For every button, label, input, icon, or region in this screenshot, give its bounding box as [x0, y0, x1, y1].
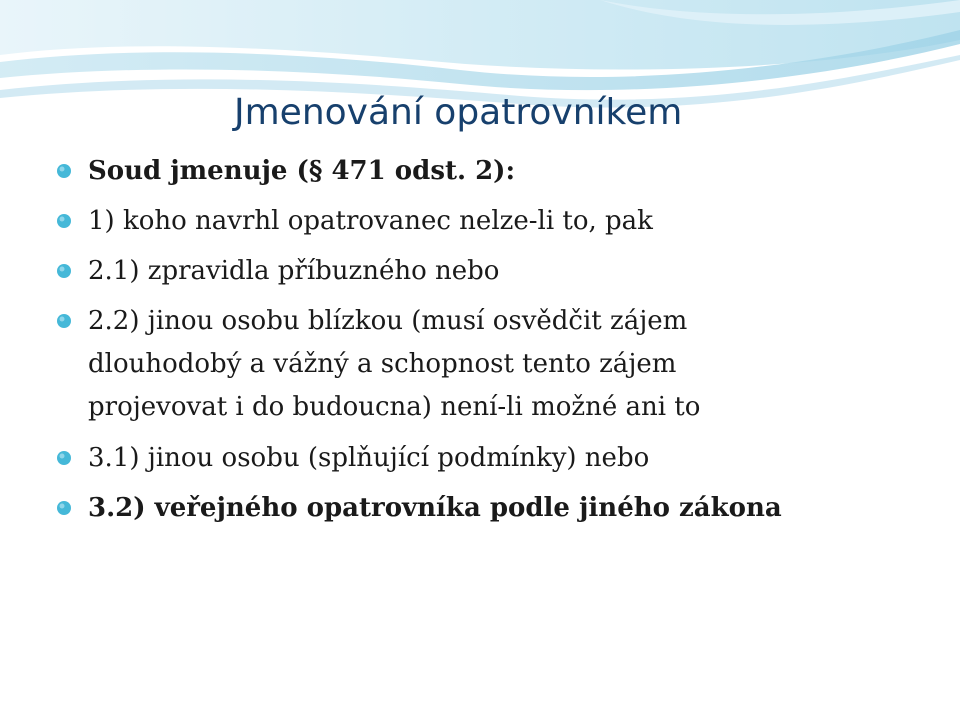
bullet-list [88, 150, 868, 537]
bullet-item [88, 200, 868, 242]
slide-title: Jmenování opatrovníkem [234, 92, 683, 133]
bullet-dot-icon [56, 450, 72, 466]
bullet-dot-icon [56, 163, 72, 179]
bullet-dot-icon [56, 500, 72, 516]
bullet-text: 1) koho navrhl opatrovanec nelze-li to, pak [88, 206, 653, 236]
bullet-text-line: dlouhodobý a vážný a schopnost tento zájem [88, 349, 677, 379]
bullet-item [88, 437, 868, 479]
bullet-dot-icon [56, 263, 72, 279]
bullet-item [88, 487, 868, 529]
bullet-item [88, 150, 868, 192]
bullet-text-line: 2.2) jinou osobu blízkou (musí osvědčit zájem [88, 306, 688, 336]
bullet-dot-icon [56, 313, 72, 329]
bullet-item [88, 300, 868, 429]
bullet-text: 2.1) zpravidla příbuzného nebo [88, 256, 500, 286]
bullet-text: 3.2) veřejného opatrovníka podle jiného zákona [88, 493, 782, 523]
bullet-text: 3.1) jinou osobu (splňující podmínky) nebo [88, 443, 650, 473]
bullet-text-line: projevovat i do budoucna) není-li možné ani to [88, 392, 701, 422]
bullet-item [88, 250, 868, 292]
bullet-dot-icon [56, 213, 72, 229]
bullet-text: Soud jmenuje (§ 471 odst. 2): [88, 156, 516, 186]
